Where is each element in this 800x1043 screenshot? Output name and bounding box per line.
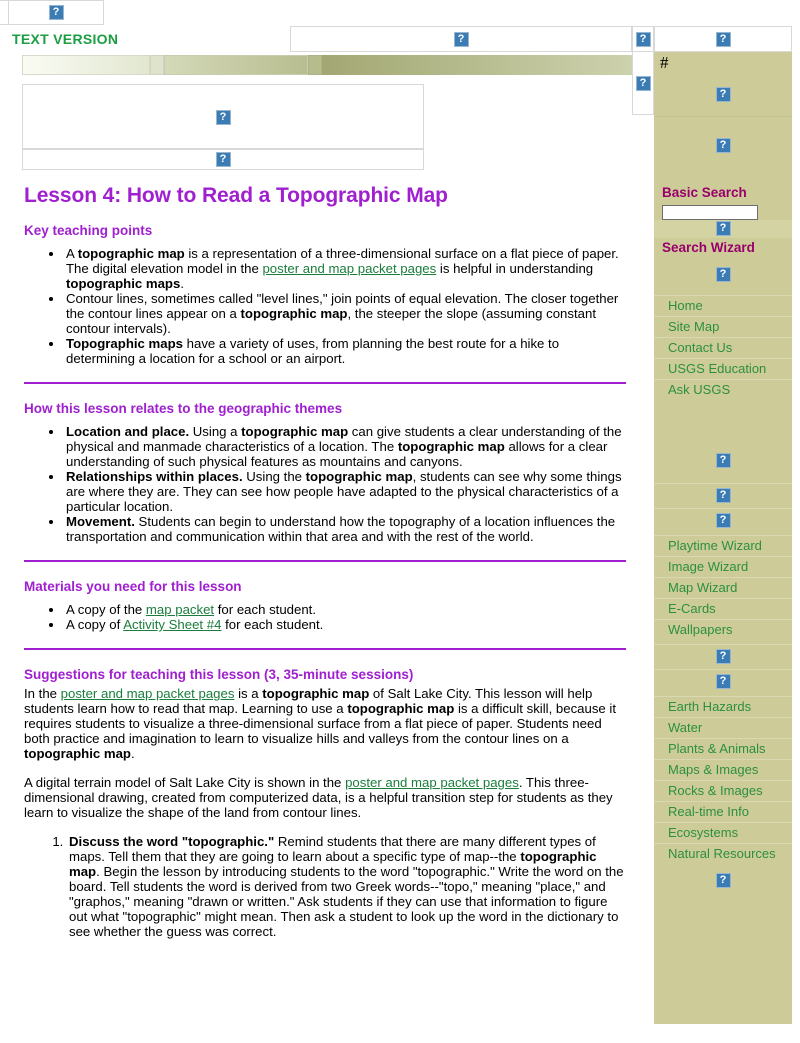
broken-image-icon[interactable] xyxy=(216,110,231,125)
inline-link[interactable]: poster and map packet pages xyxy=(262,261,437,276)
header-right-cell xyxy=(654,26,792,52)
body-text: Using a xyxy=(189,424,242,439)
emphasis-text: topographic map xyxy=(262,686,370,701)
list-item xyxy=(64,336,626,366)
body-text: Remind students that there are many different types of maps. Tell them that they are going to learn about a specific type of map--the xyxy=(69,834,596,864)
broken-image-icon[interactable] xyxy=(49,5,64,20)
emphasis-text: topographic map xyxy=(241,424,349,439)
top-left-image-cell xyxy=(9,1,103,24)
hash-marker: # xyxy=(660,53,669,72)
section-geographic-themes xyxy=(24,401,626,544)
text-version-link[interactable]: TEXT VERSION xyxy=(12,31,119,47)
sidebar-item-earth-hazards[interactable]: Earth Hazards xyxy=(654,696,792,717)
sidebar-logo-image[interactable] xyxy=(654,72,792,116)
banner-segment-3 xyxy=(164,55,308,75)
body-text: is a difficult skill, because it requires students to visualize a three-dimensional surface from a flat piece of paper. Students need both practice and imagination to learn to visualize hills and valleys from the contour lines on a xyxy=(24,701,617,746)
suggestions-paragraphs xyxy=(24,686,626,820)
section-key-teaching-points xyxy=(24,223,626,366)
right-sidebar xyxy=(654,52,792,1024)
body-text: can give students a clear understanding of the physical and manmade characteristics of a location. The xyxy=(66,424,622,454)
header-side-bottom-cell xyxy=(633,52,653,114)
emphasis-text: Relationships within places. xyxy=(66,469,243,484)
header-side-top-cell xyxy=(633,26,653,52)
section-heading: Suggestions for teaching this lesson (3, 35-minute sessions) xyxy=(24,667,414,682)
broken-image-icon[interactable] xyxy=(716,513,731,528)
body-text: for each student. xyxy=(214,602,317,617)
sidebar-feature-image-6[interactable] xyxy=(654,868,792,893)
sidebar-item-ecosystems[interactable]: Ecosystems xyxy=(654,822,792,843)
sidebar-feature-image-3[interactable] xyxy=(654,508,792,533)
search-input-wrapper xyxy=(654,202,792,220)
broken-image-icon[interactable] xyxy=(716,221,731,236)
broken-image-icon[interactable] xyxy=(716,32,731,47)
header-side-column xyxy=(632,26,654,115)
body-text: for each student. xyxy=(221,617,324,632)
sidebar-ad-spacer xyxy=(654,404,792,448)
sidebar-item-wallpapers[interactable]: Wallpapers xyxy=(654,619,792,640)
list-item xyxy=(64,617,626,632)
broken-image-icon[interactable] xyxy=(716,138,731,153)
broken-image-icon[interactable] xyxy=(716,649,731,664)
search-wizard-image[interactable] xyxy=(654,257,792,293)
top-left-spacer-cell xyxy=(0,1,9,24)
sidebar-tail-spacer xyxy=(654,893,792,1043)
banner-segment-5 xyxy=(322,55,632,75)
search-input[interactable] xyxy=(662,205,758,220)
broken-image-icon[interactable] xyxy=(716,674,731,689)
body-text: have a variety of uses, from planning the best route for a hike to determining a location for a school or an airport. xyxy=(66,336,560,366)
sidebar-feature-image-4[interactable] xyxy=(654,644,792,669)
search-submit-button[interactable] xyxy=(654,220,792,238)
emphasis-text: topographic map xyxy=(24,746,131,761)
section-materials xyxy=(24,579,626,632)
section-divider xyxy=(24,648,626,650)
section-heading: How this lesson relates to the geographic themes xyxy=(24,401,343,416)
sidebar-primary-links xyxy=(654,293,792,404)
body-text: A copy of xyxy=(66,617,124,632)
header-banner-cell xyxy=(290,26,632,52)
section-divider xyxy=(24,560,626,562)
sidebar-item-e-cards[interactable]: E-Cards xyxy=(654,598,792,619)
broken-image-icon[interactable] xyxy=(716,87,731,102)
body-text: A xyxy=(66,246,78,261)
list-item xyxy=(64,469,626,514)
body-text: In the xyxy=(24,686,61,701)
section-suggestions xyxy=(24,667,626,939)
sidebar-item-natural-resources[interactable]: Natural Resources xyxy=(654,843,792,864)
body-text: A digital terrain model of Salt Lake City is shown in the xyxy=(24,775,346,790)
body-text: Students can begin to understand how the topography of a location influences the transportation and communication within that area and with the rest of the world. xyxy=(66,514,616,544)
body-text: is a representation of a three-dimensional surface on a flat piece of paper. The digital elevation model in the xyxy=(66,246,619,276)
sidebar-feature-image-2[interactable] xyxy=(654,483,792,508)
emphasis-text: topographic map xyxy=(69,849,597,879)
basic-search-heading: Basic Search xyxy=(662,185,747,200)
banner-segment-1 xyxy=(22,55,150,75)
suggestions-steps xyxy=(24,834,626,939)
body-text: Using the xyxy=(242,469,306,484)
sidebar-item-real-time-info[interactable]: Real-time Info xyxy=(654,801,792,822)
main-content xyxy=(24,184,626,949)
list-item xyxy=(64,291,626,336)
inline-link[interactable]: Activity Sheet #4 xyxy=(123,617,222,632)
inline-link[interactable]: poster and map packet pages xyxy=(345,775,519,790)
emphasis-text: topographic map xyxy=(347,701,455,716)
section-divider xyxy=(24,382,626,384)
emphasis-text: topographic map xyxy=(77,246,185,261)
body-text: , the steeper the slope (assuming constant contour intervals). xyxy=(66,306,596,336)
sidebar-item-home[interactable]: Home xyxy=(654,295,792,316)
body-text: is a xyxy=(234,686,263,701)
emphasis-text: Topographic maps xyxy=(66,336,183,351)
sidebar-item-usgs-education[interactable]: USGS Education xyxy=(654,358,792,379)
list-item xyxy=(67,834,626,939)
broken-image-icon[interactable] xyxy=(716,873,731,888)
sidebar-item-rocks-images[interactable]: Rocks & Images xyxy=(654,780,792,801)
inline-link[interactable]: poster and map packet pages xyxy=(60,686,235,701)
list-item xyxy=(64,514,626,544)
page-title: Lesson 4: How to Read a Topographic Map xyxy=(24,184,448,207)
body-text: is helpful in understanding xyxy=(436,261,594,276)
body-text: . Begin the lesson by introducing students to the word "topographic." Write the word on the board. Tell students the word is derived from two Greek words--"topo," meaning "place," and "graphos," meaning "drawn or written." Ask students if they can use that information to figure out what "topographic" might mean. Then ask a student to look up the word in the dictionary to see whether the guess was correct. xyxy=(69,864,624,939)
section-heading: Materials you need for this lesson xyxy=(24,579,242,594)
emphasis-text: Movement. xyxy=(66,514,135,529)
sidebar-topic-links xyxy=(654,694,792,868)
broken-image-icon[interactable] xyxy=(716,488,731,503)
sidebar-item-maps-images[interactable]: Maps & Images xyxy=(654,759,792,780)
broken-image-icon[interactable] xyxy=(636,32,651,47)
banner-segment-2 xyxy=(150,55,164,75)
body-text: allows for a clear understanding of such physical features as mountains and canyons. xyxy=(66,439,608,469)
body-text: . This three-dimensional drawing, created from computerized data, is a helpful transition step for students as they learn to visualize the shape of the land from contour lines. xyxy=(24,775,613,820)
emphasis-text: Location and place. xyxy=(66,424,190,439)
list-item xyxy=(64,602,626,617)
body-text: , students can see why some things are where they are. They can see how people have adapted to the physical characteristics of a particular location. xyxy=(66,469,622,514)
section-heading: Key teaching points xyxy=(24,223,153,238)
inline-link[interactable]: map packet xyxy=(145,602,215,617)
sidebar-feature-image-5[interactable] xyxy=(654,669,792,694)
body-text: . xyxy=(180,276,184,291)
emphasis-text: topographic map xyxy=(397,439,505,454)
paragraph xyxy=(24,686,626,761)
olive-gradient-banner xyxy=(22,55,632,75)
sidebar-item-water[interactable]: Water xyxy=(654,717,792,738)
themes-list xyxy=(24,424,626,544)
top-left-table xyxy=(0,0,104,25)
key-points-list xyxy=(24,246,626,366)
emphasis-text: topographic map xyxy=(240,306,348,321)
search-wizard-heading: Search Wizard xyxy=(662,239,755,255)
sidebar-item-contact-us[interactable]: Contact Us xyxy=(654,337,792,358)
body-text: . xyxy=(130,746,135,761)
banner-segment-4 xyxy=(308,55,322,75)
paragraph xyxy=(24,775,626,820)
body-text: Contour lines, sometimes called "level lines," join points of equal elevation. The closer together the contour lines appear on a xyxy=(66,291,619,321)
sidebar-wizard-links xyxy=(654,533,792,644)
sidebar-spacer xyxy=(654,173,792,183)
content-subimage-box xyxy=(22,148,424,170)
sidebar-item-playtime-wizard[interactable]: Playtime Wizard xyxy=(654,535,792,556)
broken-image-icon[interactable] xyxy=(216,152,231,167)
body-text: A copy of the xyxy=(66,602,146,617)
emphasis-text: topographic map xyxy=(305,469,413,484)
sidebar-banner-image[interactable] xyxy=(654,116,792,173)
materials-list xyxy=(24,602,626,632)
list-item xyxy=(64,424,626,469)
sidebar-feature-image-1[interactable] xyxy=(654,448,792,473)
broken-image-icon[interactable] xyxy=(716,453,731,468)
sidebar-item-site-map[interactable]: Site Map xyxy=(654,316,792,337)
list-item xyxy=(64,246,626,291)
broken-image-icon[interactable] xyxy=(636,76,651,91)
sidebar-item-ask-usgs[interactable]: Ask USGS xyxy=(654,379,792,400)
sidebar-item-image-wizard[interactable]: Image Wizard xyxy=(654,556,792,577)
broken-image-icon[interactable] xyxy=(716,267,731,282)
sidebar-spacer-2 xyxy=(654,473,792,483)
content-image-box xyxy=(22,84,424,150)
body-text: of Salt Lake City. This lesson will help students learn how to read that map. Learning to use a xyxy=(24,686,593,716)
broken-image-icon[interactable] xyxy=(454,32,469,47)
emphasis-text: topographic maps xyxy=(66,276,181,291)
emphasis-text: Discuss the word "topographic." xyxy=(69,834,275,849)
sidebar-item-map-wizard[interactable]: Map Wizard xyxy=(654,577,792,598)
sidebar-item-plants-animals[interactable]: Plants & Animals xyxy=(654,738,792,759)
